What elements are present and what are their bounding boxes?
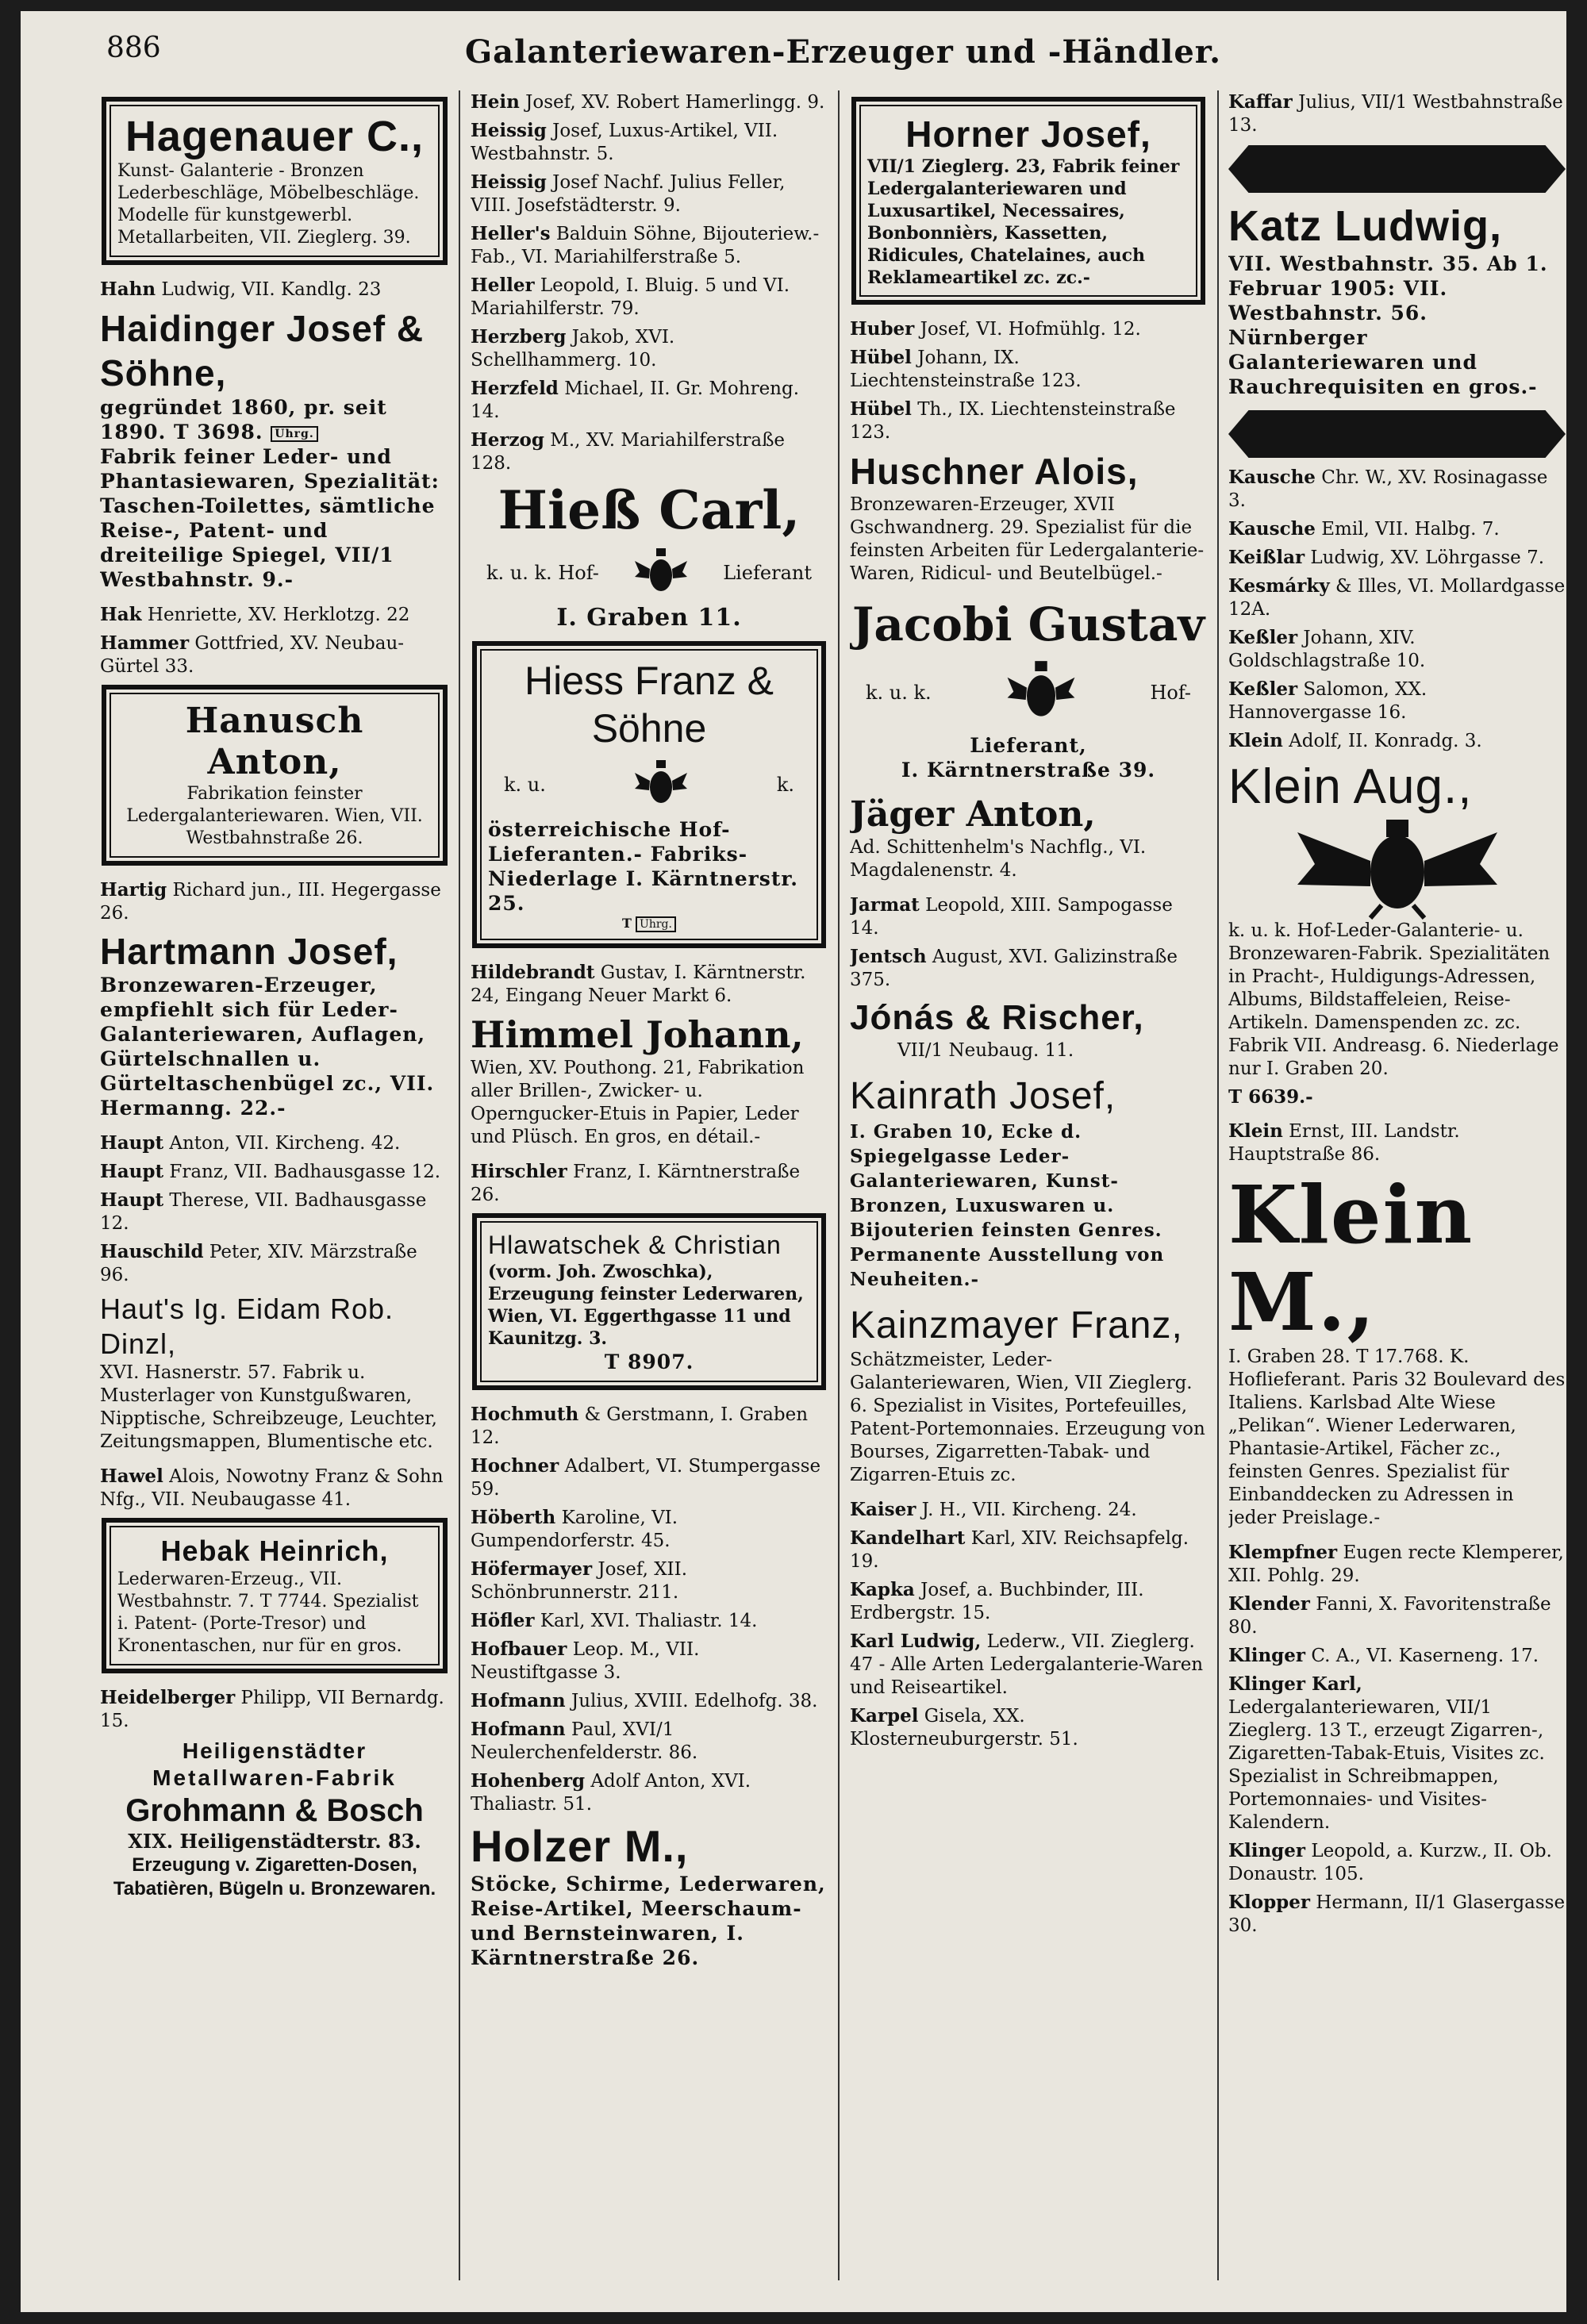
listing-entry: Klinger C. A., VI. Kaserneng. 17. [1228, 1645, 1539, 1666]
listing-entry: Hübel Johann, IX. Liechtensteinstraße 123. [850, 347, 1082, 391]
ad-name: Holzer M., [471, 1820, 689, 1871]
listing-entry: Kaffar Julius, VII/1 Westbahnstraße 13. [1228, 91, 1563, 136]
ad-line: Metallwaren-Fabrik [152, 1765, 397, 1790]
ad-name: Hartmann Josef, [100, 931, 398, 972]
listing-entry: Hartig Richard jun., III. Hegergasse 26. [100, 879, 441, 924]
listing-entry: Heidelberger Philipp, VII Bernardg. 15. [100, 1687, 444, 1731]
ad-kainzmayer [850, 1303, 1207, 1487]
listing-entry: Kaiser J. H., VII. Kircheng. 24. [850, 1499, 1137, 1520]
double-eagle-icon [1005, 657, 1077, 728]
listing-entry: Heissig Josef Nachf. Julius Feller, VIII. Josefstädterstr. 9. [471, 171, 786, 216]
ad-name: Hiess Franz & Söhne [525, 659, 774, 751]
ad-huschner [850, 449, 1207, 586]
listing-entry: Karl Ludwig, Lederw., VII. Zieglerg. 47 - Alle Arten Ledergalanterie-Waren und Reiseartikel. [850, 1631, 1204, 1698]
ad-body: k. u. k. Hof-Leder-Galanterie- u. Bronzewaren-Fabrik. Spezialitäten in Pracht-, Huldigungs-Adressen, Albums, Bildstaffeleien, Reise-Artikeln. Damenspenden zc. zc. Fabrik VII. Andreasg. 6. Niederlage nur I. Graben 20. [1228, 920, 1559, 1079]
column-rule [459, 90, 460, 2280]
ad-body: österreichische Hof-Lieferanten.- Fabriks-Niederlage I. Kärntnerstr. 25. [488, 818, 798, 915]
page-number: 886 [106, 32, 161, 64]
ad-body: Fabrik feiner Leder- und Phantasiewaren, Spezialität: Taschen-Toilettes, sämtliche Reise-, Patent- und dreiteilige Spiegel, VII/1 Westbahnstr. 9.- [100, 445, 440, 591]
ad-body: XVI. Hasnerstr. 57. Fabrik u. Musterlager von Kunstgußwaren, Nipptische, Schreibzeuge, Leuchter, Zeitungsmappen, Blumentische etc. [100, 1362, 437, 1452]
listing-entry: Huber Josef, VI. Hofmühlg. 12. [850, 318, 1141, 340]
ad-klein-aug [1228, 758, 1566, 1108]
listing-entry: Heller's Balduin Söhne, Bijouteriew.-Fab., VI. Mariahilferstraße 5. [471, 223, 820, 267]
phone-number: T 6639.- [1228, 1086, 1313, 1108]
ad-name: Jäger Anton, [850, 794, 1096, 835]
listing-entry: Kausche Chr. W., XV. Rosinagasse 3. [1228, 467, 1548, 511]
listing-entry: Hein Josef, XV. Robert Hamerlingg. 9. [471, 91, 825, 113]
listing-entry: Herzog M., XV. Mariahilferstraße 128. [471, 429, 786, 474]
column-2 [471, 90, 828, 2296]
ad-body: Wien, XV. Pouthong. 21, Fabrikation aller Brillen-, Zwicker- u. Operngucker-Etuis in Papier, Leder und Plüsch. En gros, en détail.- [471, 1057, 805, 1147]
listing-entry: Kandelhart Karl, XIV. Reichsapfelg. 19. [850, 1527, 1189, 1572]
ad-name: Hebak Heinrich, [160, 1535, 389, 1567]
ad-body: Bronzewaren-Erzeuger, empfiehlt sich für Leder-Galanteriewaren, Auflagen, Gürtelschnallen u. Gürteltaschenbügel zc., VII. Hermanng. 22.- [100, 974, 435, 1120]
listing-entry: Hofmann Julius, XVIII. Edelhofg. 38. [471, 1689, 818, 1711]
listing-entry: Herzberg Jakob, XVI. Schellhammerg. 10. [471, 326, 675, 371]
listing-entry: Klender Fanni, X. Favoritenstraße 80. [1228, 1593, 1551, 1638]
listing-entry: Heller Leopold, I. Bluig. 5 und VI. Mariahilferstr. 79. [471, 275, 790, 319]
listing-entry: Hahn Ludwig, VII. Kandlg. 23 [100, 278, 382, 300]
column-rule [838, 90, 840, 2280]
ad-jacobi [850, 597, 1207, 782]
listing-entry: Kapka Josef, a. Buchbinder, III. Erdbergstr. 15. [850, 1579, 1144, 1623]
ad-kainrath [850, 1074, 1207, 1292]
listing-entry: Hammer Gottfried, XV. Neubau-Gürtel 33. [100, 632, 405, 677]
ad-name: Klein Aug., [1228, 759, 1473, 814]
ad-line: XIX. Heiligenstädterstr. 83. [128, 1830, 421, 1853]
ad-left: k. u. k. [866, 682, 932, 704]
ad-sub: Lieferant, [970, 734, 1087, 757]
ad-name: Horner Josef, [905, 113, 1151, 155]
column-3 [850, 90, 1207, 2296]
column-rule [1217, 90, 1219, 2280]
ad-name: Kainzmayer Franz, [850, 1304, 1183, 1346]
listing-entry: Hofbauer Leop. M., VII. Neustiftgasse 3. [471, 1638, 700, 1683]
ad-left: k. u. [504, 774, 546, 796]
ad-hebak [102, 1518, 448, 1673]
ad-name: Himmel Johann, [471, 1012, 804, 1056]
listing-entry: Hak Henriette, XV. Herklotzg. 22 [100, 604, 410, 625]
ad-hanusch [102, 685, 448, 866]
ad-himmel [471, 1012, 828, 1149]
listing-entry: Keißlar Ludwig, XV. Löhrgasse 7. [1228, 547, 1545, 568]
column-1 [100, 90, 449, 2296]
ad-right: Lieferant [723, 562, 812, 584]
ad-hauts [100, 1292, 449, 1454]
listing-entry: Herzfeld Michael, II. Gr. Mohreng. 14. [471, 378, 800, 422]
ad-name: Haidinger Josef & Söhne, [100, 308, 425, 394]
ad-body: VII/1 Zieglerg. 23, Fabrik feiner Ledergalanteriewaren und Luxusartikel, Necessaires, Bonbonnièrs, Kassetten, Ridicules, Chatelaines, auch Reklameartikel zc. zc.- [867, 156, 1180, 288]
listing-entry: Hildebrandt Gustav, I. Kärntnerstr. 24, Eingang Neuer Markt 6. [471, 961, 806, 1006]
ad-name: Kainrath Josef, [850, 1075, 1116, 1117]
listing-entry: Kausche Emil, VII. Halbg. 7. [1228, 518, 1500, 540]
double-eagle-icon [1294, 816, 1501, 920]
phone-label: T [622, 916, 632, 931]
ad-klein-m [1228, 1168, 1566, 1530]
ad-right: k. [776, 774, 794, 796]
ad-body: Kunst- Galanterie - Bronzen Lederbeschläge, Möbelbeschläge. Modelle für kunstgewerbl. Metallarbeiten, VII. Zieglerg. 39. [117, 161, 420, 248]
listing-entry: Höberth Karoline, VI. Gumpendorferstr. 45. [471, 1506, 678, 1551]
listing-entry: Hochmuth & Gerstmann, I. Graben 12. [471, 1403, 809, 1448]
listing-entry: Jentsch August, XVI. Galizinstraße 375. [850, 946, 1178, 990]
listing-entry: Kesmárky & Illes, VI. Mollardgasse 12A. [1228, 575, 1566, 620]
column-4 [1228, 90, 1566, 2296]
listing-entry: Heissig Josef, Luxus-Artikel, VII. Westbahnstr. 5. [471, 120, 778, 164]
ad-hartmann [100, 930, 449, 1120]
double-eagle-icon [633, 757, 689, 812]
ad-name: Hlawatschek & Christian [488, 1230, 782, 1259]
ad-jonas [850, 997, 1207, 1062]
ad-hiess-franz [472, 641, 826, 948]
ad-body: (vorm. Joh. Zwoschka), Erzeugung feinster Lederwaren, Wien, VI. Eggerthgasse 11 und Kaunitzg. 3. [488, 1261, 804, 1349]
ad-name: Hanusch Anton, [185, 701, 364, 782]
phone-tag: Uhrg. [271, 426, 317, 442]
listing-entry: Hochner Adalbert, VI. Stumpergasse 59. [471, 1454, 821, 1500]
listing-entry: Hofmann Paul, XVI/1 Neulerchenfelderstr. 86. [471, 1718, 698, 1763]
ad-name: Jacobi Gustav [851, 597, 1205, 651]
phone-number: T 8907. [604, 1350, 694, 1373]
ad-jaeger [850, 793, 1207, 882]
ad-body: Ad. Schittenhelm's Nachflg., VI. Magdalenenstr. 4. [850, 837, 1147, 881]
ad-haidinger [100, 306, 449, 592]
ad-body: VII/1 Neubaug. 11. [897, 1040, 1074, 1061]
listing-entry: Klein Adolf, II. Konradg. 3. [1228, 730, 1482, 751]
ad-name: Huschner Alois, [850, 451, 1139, 492]
ad-name: Katz Ludwig, [1228, 202, 1502, 250]
ad-body: VII. Westbahnstr. 35. Ab 1. Februar 1905: VII. Westbahnstr. 56. Nürnberger Galanteriewaren und Rauchrequisiten en gros.- [1228, 252, 1548, 398]
listing-entry: Haupt Anton, VII. Kircheng. 42. [100, 1132, 401, 1154]
ad-founded: gegründet 1860, pr. seit 1890. T 3698. [100, 396, 387, 444]
listing-entry: Keßler Johann, XIV. Goldschlagstraße 10. [1228, 627, 1426, 671]
ad-name: Klein M., [1228, 1168, 1474, 1349]
listing-entry: Jarmat Leopold, XIII. Sampogasse 14. [850, 894, 1173, 939]
listing-entry: Hawel Alois, Nowotny Franz & Sohn Nfg., VII. Neubaugasse 41. [100, 1465, 444, 1510]
listing-entry: Hübel Th., IX. Liechtensteinstraße 123. [850, 398, 1176, 443]
ad-line: Erzeugung v. Zigaretten-Dosen, Tabatièren, Bügeln u. Bronzewaren. [113, 1854, 436, 1900]
listing-entry: Hirschler Franz, I. Kärntnerstraße 26. [471, 1160, 801, 1205]
ad-body: Schätzmeister, Leder-Galanteriewaren, Wien, VII Zieglerg. 6. Spezialist in Visites, Portefeuilles, Patent-Portemonnaies. Erzeugung von Bourses, Zigarretten-Tabak- und Zigarren-Etuis zc. [850, 1350, 1205, 1485]
page [21, 11, 1566, 2312]
ad-holzer [471, 1821, 828, 1970]
ad-body: Lederwaren-Erzeug., VII. Westbahnstr. 7. T 7744. Spezialist i. Patent- (Porte-Tresor) und Kronentaschen, nur für en gros. [117, 1569, 419, 1656]
ad-body: I. Graben 28. T 17.768. K. Hoflieferant. Paris 32 Boulevard des Italiens. Karlsbad Alte Wiese „Pelikan“. Wiener Lederwaren, Phantasie-Artikel, Fächer zc., feinsten Genres. Spezialist für Einbanddecken zu Adressen in jeder Preislage.- [1228, 1346, 1566, 1528]
ad-hiess-carl [471, 480, 828, 630]
listing-entry: Klinger Leopold, a. Kurzw., II. Ob. Donaustr. 105. [1228, 1840, 1552, 1884]
ad-body: Stöcke, Schirme, Lederwaren, Reise-Artikel, Meerschaum- und Bernsteinwaren, I. Kärntnerstraße 26. [471, 1872, 826, 1969]
ad-heiligenstaedter [100, 1738, 449, 1901]
listing-entry: Hohenberg Adolf Anton, XVI. Thaliastr. 51. [471, 1769, 751, 1815]
listing-entry: Höfermayer Josef, XII. Schönbrunnerstr. 211. [471, 1558, 688, 1603]
running-head: Galanteriewaren-Erzeuger und -Händler. [465, 33, 1222, 71]
ad-line: Heiligenstädter [182, 1738, 367, 1763]
phone-tag: Uhrg. [636, 916, 676, 932]
ad-address: I. Kärntnerstraße 39. [901, 759, 1156, 782]
ad-hlawatschek [472, 1213, 826, 1390]
ad-hagenauer [102, 97, 448, 265]
page-header [21, 11, 1566, 83]
ad-body: I. Graben 10, Ecke d. Spiegelgasse Leder-Galanteriewaren, Kunst-Bronzen, Luxuswaren u. Bijouterien feinsten Genres. Permanente Ausstellung von Neuheiten.- [850, 1121, 1165, 1290]
listing-entry: Klinger Karl, Ledergalanteriewaren, VII/1 Zieglerg. 13 T., erzeugt Zigarren-, Zigaretten-Tabak-Etuis, Visites zc. Spezialist in Schreibmappen, Portemonnaies- und Visites-Kalendern. [1228, 1673, 1545, 1833]
ad-horner [851, 97, 1205, 305]
ad-name: Hieß Carl, [498, 479, 801, 541]
listing-entry: Haupt Franz, VII. Badhausgasse 12. [100, 1161, 441, 1182]
listing-entry: Karpel Gisela, XX. Klosterneuburgerstr. 51. [850, 1705, 1078, 1750]
ad-right: Hof- [1150, 682, 1191, 704]
listing-entry: Hauschild Peter, XIV. Märzstraße 96. [100, 1241, 417, 1285]
ad-name: Grohmann & Bosch [125, 1793, 424, 1828]
listing-entry: Keßler Salomon, XX. Hannovergasse 16. [1228, 678, 1428, 723]
ad-name: Hagenauer C., [125, 113, 425, 160]
decorative-bar [1228, 410, 1566, 458]
decorative-bar [1228, 145, 1566, 193]
listing-entry: Klopper Hermann, II/1 Glasergasse 30. [1228, 1892, 1566, 1936]
listing-entry: Klein Ernst, III. Landstr. Hauptstraße 86. [1228, 1120, 1460, 1165]
listing-entry: Klempfner Eugen recte Klemperer, XII. Pohlg. 29. [1228, 1542, 1564, 1586]
ad-name: Jónás & Rischer, [850, 998, 1144, 1037]
ad-name: Haut's Ig. Eidam Rob. Dinzl, [100, 1293, 394, 1360]
ad-address: I. Graben 11. [556, 604, 742, 632]
ad-left: k. u. k. Hof- [486, 562, 599, 584]
ad-body: Fabrikation feinster Ledergalanteriewaren. Wien, VII. Westbahnstraße 26. [126, 784, 423, 848]
ad-katz [1228, 201, 1566, 399]
listing-entry: Haupt Therese, VII. Badhausgasse 12. [100, 1189, 427, 1234]
listing-entry: Höfler Karl, XVI. Thaliastr. 14. [471, 1609, 758, 1631]
double-eagle-icon [633, 545, 689, 601]
ad-body: Bronzewaren-Erzeuger, XVII Gschwandnerg. 29. Spezialist für die feinsten Arbeiten für Ledergalanterie-Waren, Ridicul- und Beutelbügel.- [850, 494, 1205, 584]
